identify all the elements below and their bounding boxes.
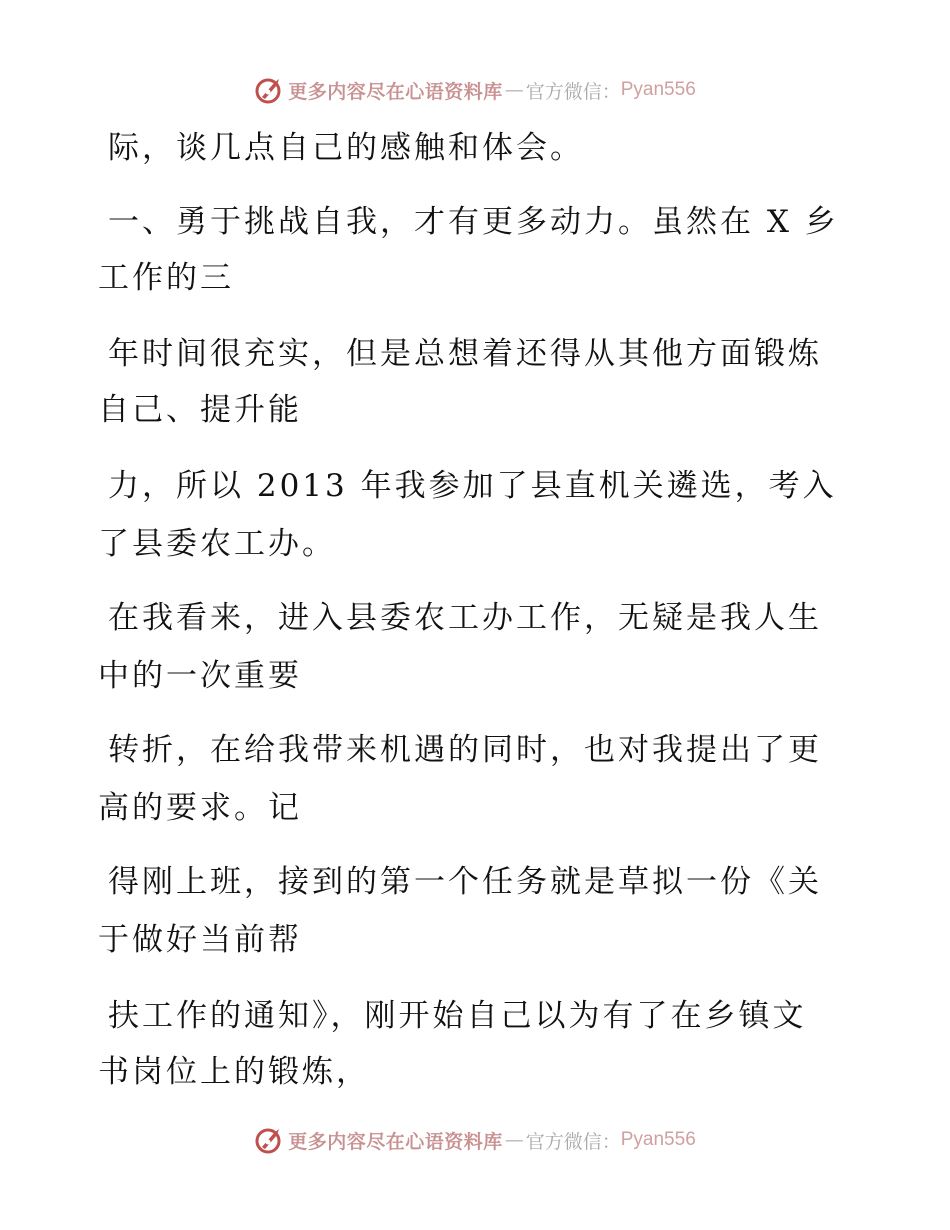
- text-line: 扶工作的通知》，刚开始自己以为有了在乡镇文: [108, 998, 807, 1034]
- watermark-wechat-id: Pyan556: [620, 1129, 696, 1150]
- watermark-separator: —: [504, 1129, 524, 1151]
- text-line: 自己、提升能: [98, 392, 302, 428]
- text-line: 书岗位上的锻炼，: [98, 1054, 370, 1090]
- text-line: 年时间很充实，但是总想着还得从其他方面锻炼: [108, 336, 822, 372]
- text-line: 转折，在给我带来机遇的同时，也对我提出了更: [108, 732, 822, 768]
- watermark-site-text: 更多内容尽在心语资料库: [288, 80, 503, 103]
- text-line: 一、勇于挑战自我，才有更多动力。虽然在 X 乡: [108, 204, 839, 240]
- footer-watermark: [0, 1120, 950, 1160]
- watermark-wechat-label: 官方微信：: [525, 1130, 621, 1153]
- text-line: 高的要求。记: [98, 790, 302, 826]
- text-line: 中的一次重要: [98, 658, 302, 694]
- watermark-separator: —: [504, 79, 524, 101]
- watermark-wechat-id: Pyan556: [620, 79, 696, 100]
- text-line: 际，谈几点自己的感触和体会。: [108, 130, 584, 166]
- header-watermark: [0, 70, 950, 110]
- text-line: 得刚上班，接到的第一个任务就是草拟一份《关: [108, 864, 822, 900]
- pen-nib-circle-icon: [254, 75, 284, 105]
- text-line: 了县委农工办。: [98, 526, 336, 562]
- text-line: 在我看来，进入县委农工办工作，无疑是我人生: [108, 600, 822, 636]
- watermark-site-text: 更多内容尽在心语资料库: [288, 1130, 503, 1153]
- watermark-wechat-label: 官方微信：: [525, 80, 621, 103]
- pen-nib-circle-icon: [254, 1125, 284, 1155]
- text-line: 工作的三: [98, 260, 234, 296]
- text-line: 力，所以 2013 年我参加了县直机关遴选，考入: [108, 468, 837, 504]
- text-line: 于做好当前帮: [98, 922, 302, 958]
